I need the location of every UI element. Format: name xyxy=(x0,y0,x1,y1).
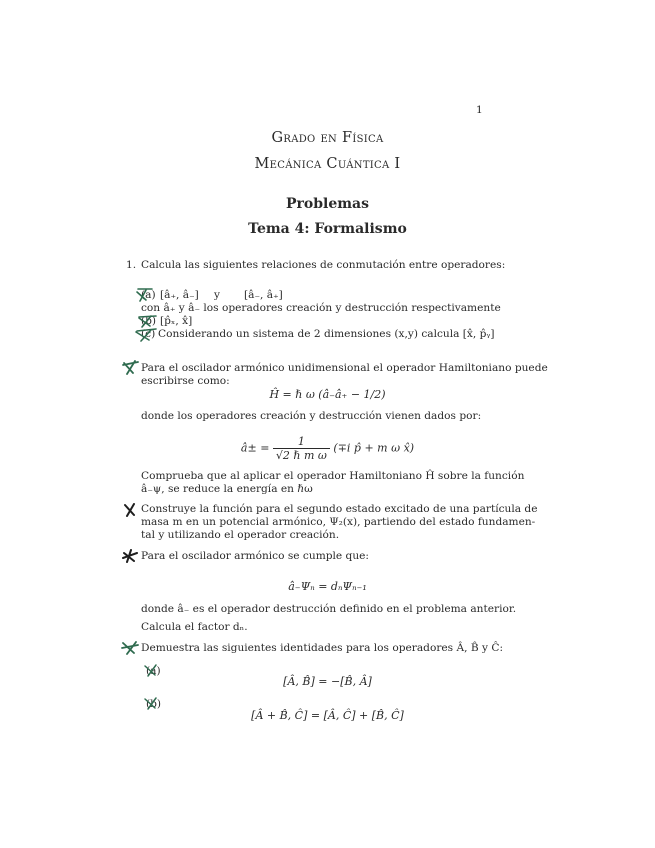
commutator-b: [p̂ₓ, x̂] xyxy=(160,315,193,327)
hamiltonian-equation: Ĥ = ℏ ω (â₋â₊ − 1/2) xyxy=(269,388,386,401)
problem-text: escribirse como: xyxy=(141,375,230,387)
problem-text: donde los operadores creación y destrucción vienen dados por: xyxy=(141,410,482,422)
problem-text: Demuestra las siguientes identidades para los operadores Â, B̂ y Ĉ: xyxy=(141,642,504,654)
section-title: Problemas xyxy=(285,196,370,212)
equation-rhs: (∓i p̂ + m ω x̂) xyxy=(333,441,415,455)
part-label-a: (a) xyxy=(141,289,156,301)
problem-number: 1. xyxy=(126,259,137,271)
check-mark-icon xyxy=(139,316,156,327)
destruction-equation: â₋Ψₙ = dₙΨₙ₋₁ xyxy=(288,580,367,593)
fraction-denominator: √2 ℏ m ω xyxy=(275,449,327,462)
problem-text: masa m en un potencial armónico, Ψ₂(x), partiendo del estado fundamen- xyxy=(141,516,536,528)
check-mark-icon xyxy=(145,665,156,676)
course-title: Mecánica Cuántica I xyxy=(254,156,401,172)
problem-text: Calcula el factor dₙ. xyxy=(141,621,248,633)
topic-title: Tema 4: Formalismo xyxy=(248,221,407,237)
degree-title: Grado en Física xyxy=(271,130,384,146)
commutator-c: Considerando un sistema de 2 dimensiones (x,y) calcula [x̂, p̂ᵧ] xyxy=(158,328,495,340)
identity-a: [Â, B̂] = −[B̂, Â] xyxy=(283,675,372,688)
check-mark-icon xyxy=(122,642,138,654)
problem-text: Para el oscilador armónico unidimensional el operador Hamiltoniano puede xyxy=(141,362,548,374)
check-mark-icon xyxy=(125,504,134,516)
problem-text: tal y utilizando el operador creación. xyxy=(141,529,340,541)
fraction-numerator: 1 xyxy=(273,435,330,449)
conjunction: y xyxy=(214,289,220,301)
check-mark-icon xyxy=(145,698,156,709)
part-label-a: (a) xyxy=(146,665,161,677)
problem-text: Calcula las siguientes relaciones de conmutación entre operadores: xyxy=(141,259,506,271)
page-number: 1 xyxy=(476,104,483,116)
problem-text: Construye la función para el segundo estado excitado de una partícula de xyxy=(141,503,538,515)
part-label-c: (c) xyxy=(141,328,156,340)
problem-text: Para el oscilador armónico se cumple que: xyxy=(141,550,369,562)
check-mark-icon xyxy=(123,361,138,374)
part-label-b: (b) xyxy=(141,315,157,327)
problem-text: donde â₋ es el operador destrucción definido en el problema anterior. xyxy=(141,603,517,615)
part-label-b: (b) xyxy=(146,698,162,710)
commutator-a2: [â₋, â₊] xyxy=(244,289,283,301)
commutator-a1: [â₊, â₋] xyxy=(160,289,199,301)
equation-lhs: â± = xyxy=(240,441,270,455)
check-mark-icon xyxy=(123,550,137,562)
check-mark-icon xyxy=(137,289,152,301)
problem-text: â₋ψ, se reduce la energía en ℏω xyxy=(141,483,313,495)
problem-text: Comprueba que al aplicar el operador Hamiltoniano Ĥ sobre la función xyxy=(141,470,525,482)
identity-b: [Â + B̂, Ĉ] = [Â, Ĉ] + [B̂, Ĉ] xyxy=(251,709,404,722)
check-mark-icon xyxy=(136,329,156,341)
part-note: con â₊ y â₋ los operadores creación y destrucción respectivamente xyxy=(141,302,501,314)
